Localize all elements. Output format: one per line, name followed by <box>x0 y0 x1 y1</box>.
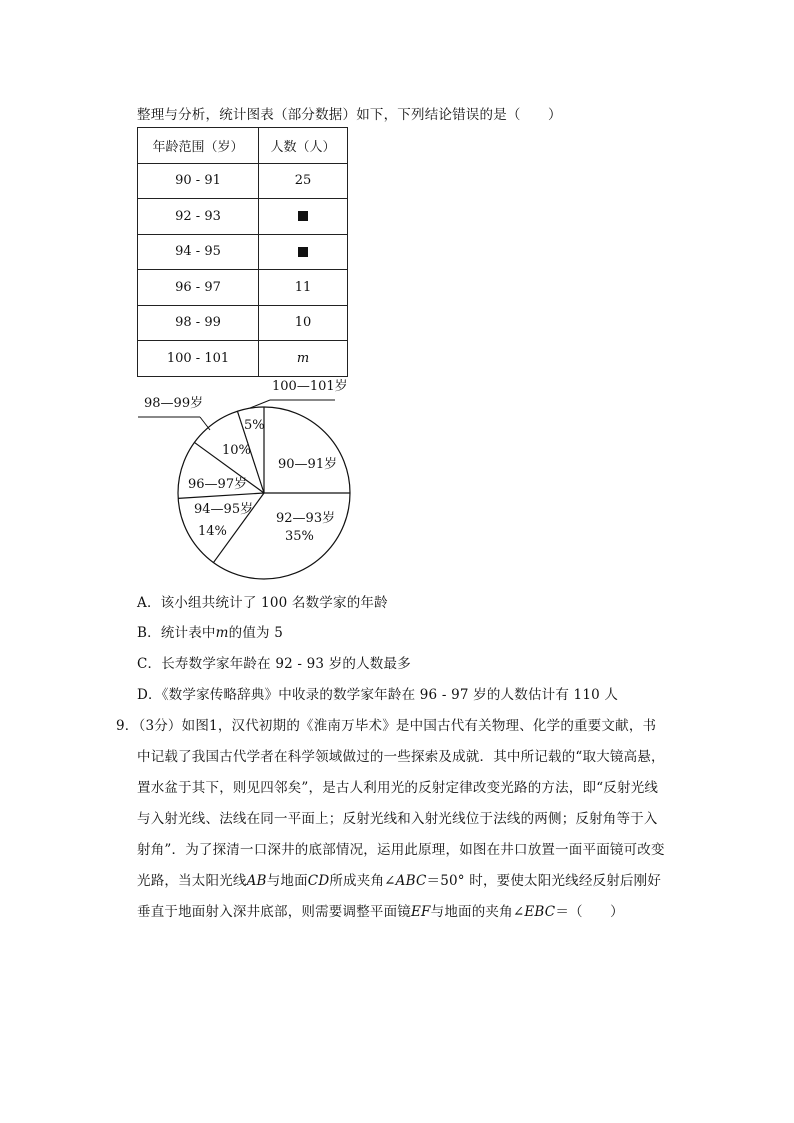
cell-age: 96 - 97 <box>138 270 259 306</box>
slice-pct-94-95: 14% <box>198 524 227 539</box>
header-count: 人数（人） <box>259 128 348 164</box>
table-row <box>138 199 348 235</box>
q9-text: 光路，当太阳光线 <box>137 873 247 889</box>
option-c: C．长寿数学家年龄在 92 - 93 岁的人数最多 <box>137 656 411 672</box>
option-b-prefix: B．统计表中 <box>137 625 216 641</box>
intro-text: 整理与分析，统计图表（部分数据）如下，下列结论错误的是（ ） <box>137 107 562 123</box>
q9-text: ＝50° 时，要使太阳光线经反射后刚好 <box>426 873 662 889</box>
option-b-var: m <box>215 625 229 641</box>
q9-var-ab: AB <box>246 873 267 889</box>
slice-label-90-91: 90—91岁 <box>278 457 338 472</box>
masked-square-icon <box>298 211 308 221</box>
cell-count: 25 <box>259 163 348 199</box>
q9-text: 与地面的夹角∠ <box>430 904 525 920</box>
q9-text: ＝（ ） <box>555 904 624 920</box>
cell-age: 92 - 93 <box>138 199 259 235</box>
option-a: A．该小组共统计了 100 名数学家的年龄 <box>137 595 388 611</box>
q9-text: 与地面 <box>266 873 308 889</box>
pie-chart <box>130 370 370 580</box>
cell-age: 100 - 101 <box>138 341 259 377</box>
q9-var-cd: CD <box>307 873 330 889</box>
q9-var-ebc: EBC <box>524 904 556 920</box>
masked-square-icon <box>298 247 308 257</box>
q9-text: 所成夹角∠ <box>329 873 396 889</box>
option-b <box>137 621 283 641</box>
slice-label-98-99: 98—99岁 <box>144 396 204 411</box>
table-row <box>138 270 348 306</box>
question9-line7 <box>137 900 624 920</box>
cell-count-hidden <box>259 199 348 235</box>
slice-label-92-93: 92—93岁 <box>276 511 336 526</box>
cell-age: 98 - 99 <box>138 305 259 341</box>
leader-line-98-99-tail <box>200 417 210 430</box>
stats-table <box>137 127 348 377</box>
question9-line3: 置水盆于其下，则见四邻矣”，是古人利用光的反射定律改变光路的方法，即“反射光线 <box>137 780 659 796</box>
slice-pct-92-93: 35% <box>285 529 314 544</box>
question9-line4: 与入射光线、法线在同一平面上；反射光线和入射光线位于法线的两侧；反射角等于入 <box>137 811 658 827</box>
question9-line6 <box>137 869 661 889</box>
slice-label-100-101: 100—101岁 <box>272 379 348 394</box>
table-header-row <box>138 128 348 164</box>
question9-line2: 中记载了我国古代学者在科学领域做过的一些探索及成就．其中所记载的“取大镜高悬， <box>137 749 665 765</box>
cell-count-hidden <box>259 234 348 270</box>
q9-text: 垂直于地面射入深井底部，则需要调整平面镜 <box>137 904 411 920</box>
table-row <box>138 163 348 199</box>
pie-slice-boundary-96-97 <box>178 493 264 498</box>
header-age-range: 年龄范围（岁） <box>138 128 259 164</box>
slice-pct-98-99: 10% <box>222 443 251 458</box>
cell-age: 94 - 95 <box>138 234 259 270</box>
cell-count: 11 <box>259 270 348 306</box>
slice-pct-100-101: 5% <box>244 418 265 433</box>
option-b-suffix: 的值为 5 <box>228 625 284 641</box>
table-row <box>138 234 348 270</box>
cell-count-variable: m <box>259 341 348 377</box>
question9-line5: 射角”．为了探清一口深井的底部情况，运用此原理，如图在井口放置一面平面镜可改变 <box>137 842 665 858</box>
table-row <box>138 305 348 341</box>
option-d: D．《数学家传略辞典》中收录的数学家年龄在 96 - 97 岁的人数估计有 110 人 <box>137 687 619 703</box>
q9-var-ef: EF <box>411 904 431 920</box>
cell-count: 10 <box>259 305 348 341</box>
cell-age: 90 - 91 <box>138 163 259 199</box>
slice-label-94-95: 94—95岁 <box>194 502 254 517</box>
slice-label-96-97: 96—97岁 <box>188 477 248 492</box>
question9-line1: 9．（3分）如图1，汉代初期的《淮南万毕术》是中国古代有关物理、化学的重要文献，书 <box>116 718 657 734</box>
q9-var-abc: ABC <box>395 873 427 889</box>
